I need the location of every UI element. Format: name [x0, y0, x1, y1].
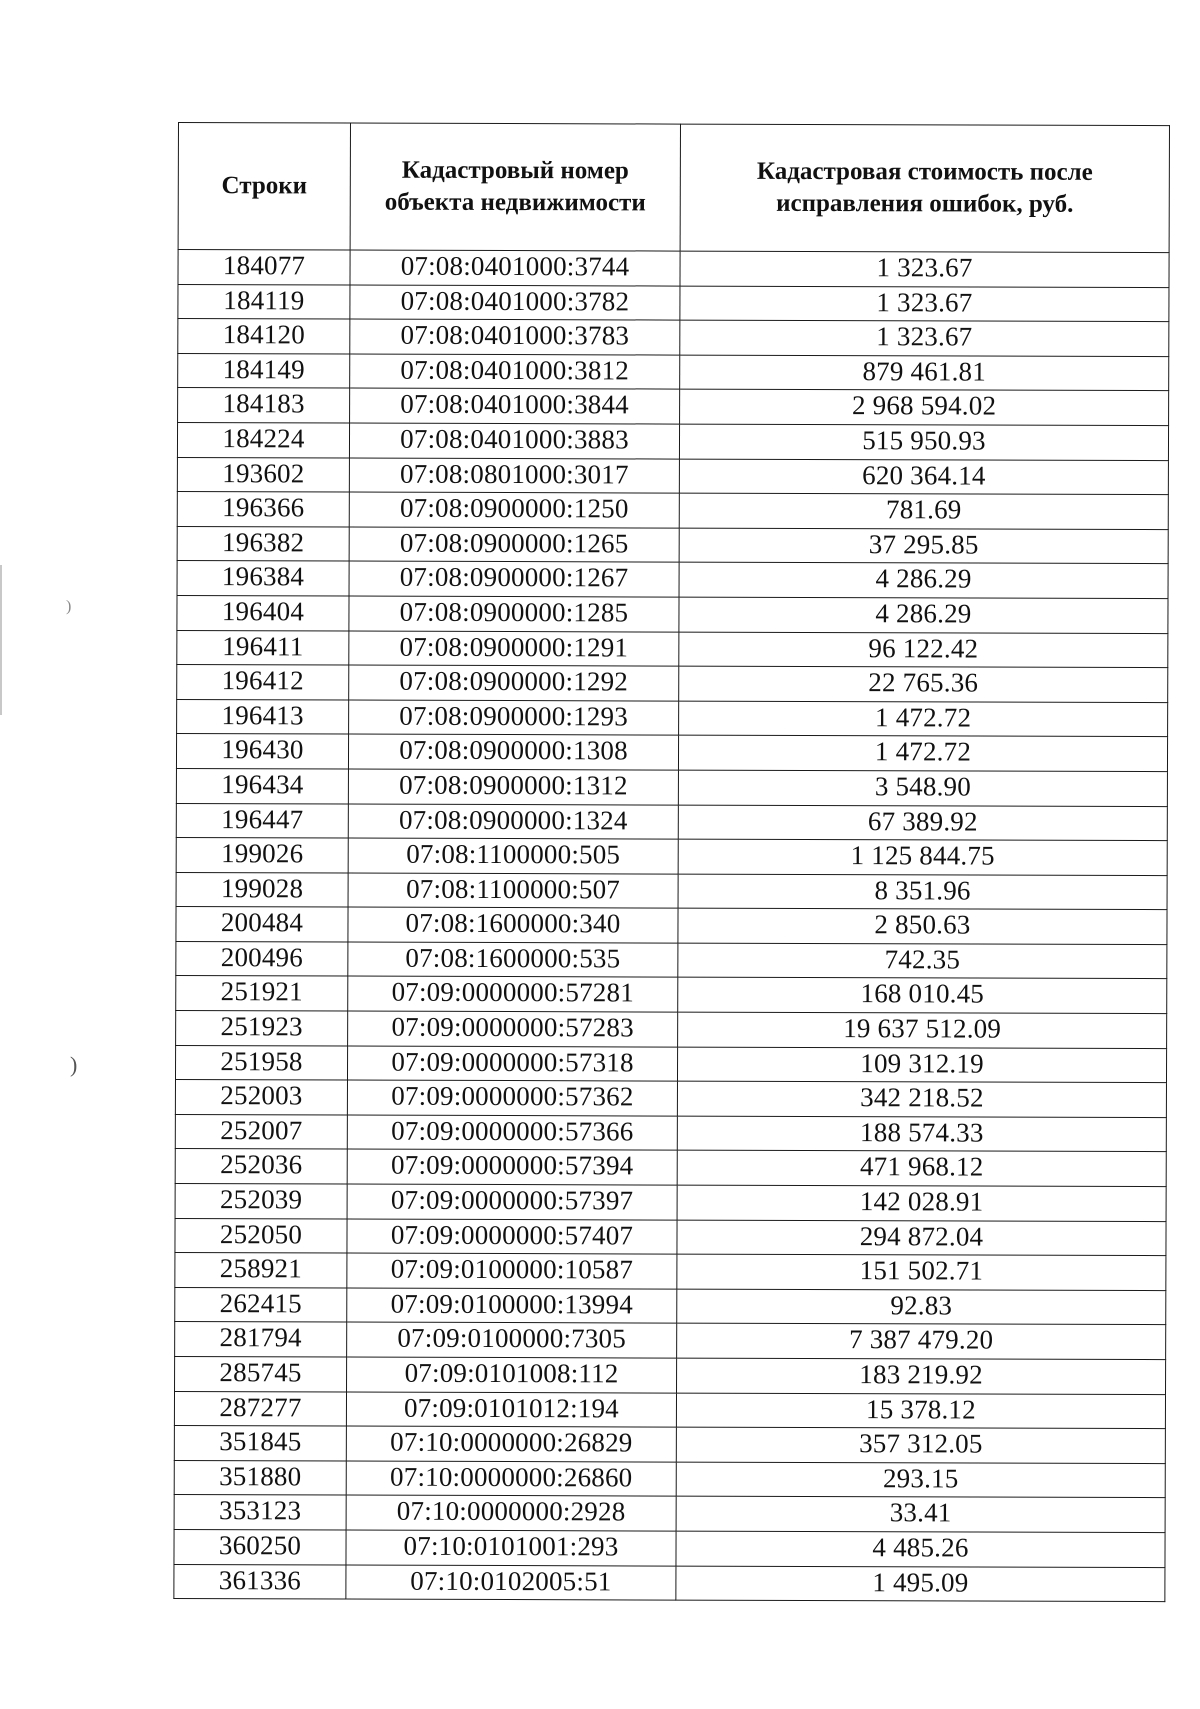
- row-number-cell: 196411: [177, 630, 349, 665]
- table-row: [174, 1460, 1165, 1498]
- cadastral-value-cell: 1 125 844.75: [678, 839, 1167, 875]
- cadastral-number-cell: 07:09:0100000:13994: [347, 1288, 677, 1324]
- cadastral-number-cell: 07:08:0900000:1292: [349, 665, 679, 701]
- cadastral-value-cell: 19 637 512.09: [678, 1012, 1167, 1048]
- row-number-cell: 252050: [175, 1218, 347, 1253]
- cadastral-number-cell: 07:08:1600000:535: [348, 942, 678, 978]
- table-row: [176, 734, 1167, 772]
- table-row: [174, 1564, 1165, 1602]
- row-number-cell: 360250: [174, 1529, 346, 1564]
- cadastral-number-cell: 07:09:0100000:7305: [347, 1322, 677, 1358]
- table-row: [178, 353, 1169, 391]
- cadastral-number-cell: 07:08:0900000:1312: [348, 769, 678, 805]
- table-row: [176, 1011, 1167, 1049]
- header-cadastral-value: [680, 124, 1169, 253]
- cadastral-number-cell: 07:09:0000000:57318: [347, 1046, 677, 1082]
- cadastral-value-cell: 1 323.67: [680, 251, 1169, 287]
- cadastral-value-cell: 342 218.52: [677, 1081, 1166, 1117]
- cadastral-value-cell: 294 872.04: [677, 1220, 1166, 1256]
- cadastral-value-cell: 151 502.71: [677, 1254, 1166, 1290]
- cadastral-number-cell: 07:08:0401000:3883: [349, 423, 679, 459]
- cadastral-value-cell: 8 351.96: [678, 874, 1167, 910]
- cadastral-value-cell: 7 387 479.20: [677, 1323, 1166, 1359]
- cadastral-value-cell: 620 364.14: [679, 459, 1168, 495]
- row-number-cell: 252003: [175, 1080, 347, 1115]
- cadastral-value-cell: 22 765.36: [679, 666, 1168, 702]
- table-row: [177, 422, 1168, 460]
- table-row: [177, 699, 1168, 737]
- row-number-cell: 251958: [175, 1045, 347, 1080]
- cadastral-value-cell: 4 286.29: [679, 597, 1168, 633]
- cadastral-value-cell: 142 028.91: [677, 1185, 1166, 1221]
- cadastral-number-cell: 07:09:0000000:57366: [347, 1115, 677, 1151]
- cadastral-value-cell: 1 495.09: [676, 1566, 1165, 1602]
- table-row: [175, 1149, 1166, 1187]
- row-number-cell: 252036: [175, 1149, 347, 1184]
- row-number-cell: 193602: [177, 457, 349, 492]
- cadastral-number-cell: 07:08:0401000:3744: [350, 250, 680, 286]
- cadastral-number-cell: 07:08:0900000:1291: [349, 631, 679, 667]
- row-number-cell: 199026: [176, 838, 348, 873]
- table-row: [178, 388, 1169, 426]
- cadastral-value-cell: 37 295.85: [679, 528, 1168, 564]
- cadastral-number-cell: 07:08:0401000:3812: [350, 354, 680, 390]
- row-number-cell: 200484: [176, 907, 348, 942]
- row-number-cell: 196366: [177, 492, 349, 527]
- row-number-cell: 196382: [177, 526, 349, 561]
- cadastral-value-cell: 781.69: [679, 493, 1168, 529]
- table-row: [177, 457, 1168, 495]
- cadastral-value-cell: 1 323.67: [680, 320, 1169, 356]
- table-row: [175, 1253, 1166, 1291]
- cadastral-value-cell: 293.15: [676, 1462, 1165, 1498]
- cadastral-value-cell: 109 312.19: [677, 1047, 1166, 1083]
- cadastral-value-cell: 1 472.72: [678, 735, 1167, 771]
- row-number-cell: 196404: [177, 595, 349, 630]
- cadastral-number-cell: 07:08:0900000:1265: [349, 527, 679, 563]
- row-number-cell: 196434: [176, 768, 348, 803]
- row-number-cell: 281794: [175, 1322, 347, 1357]
- table-row: [178, 319, 1169, 357]
- row-number-cell: 351845: [174, 1426, 346, 1461]
- cadastral-value-cell: 168 010.45: [678, 978, 1167, 1014]
- table-row: [175, 1287, 1166, 1325]
- cadastral-number-cell: 07:08:0401000:3844: [350, 388, 680, 424]
- table-row: [177, 630, 1168, 668]
- table-row: [176, 872, 1167, 910]
- cadastral-number-cell: 07:09:0000000:57283: [348, 1011, 678, 1047]
- cadastral-number-cell: 07:09:0000000:57281: [348, 977, 678, 1013]
- table-row: [177, 595, 1168, 633]
- cadastral-number-cell: 07:10:0000000:26829: [346, 1426, 676, 1462]
- cadastral-value-cell: 3 548.90: [678, 770, 1167, 806]
- row-number-cell: 200496: [176, 941, 348, 976]
- row-number-cell: 184224: [177, 422, 349, 457]
- table-row: [177, 526, 1168, 564]
- cadastral-value-cell: 1 323.67: [680, 286, 1169, 322]
- cadastral-value-cell: 2 850.63: [678, 908, 1167, 944]
- row-number-cell: 353123: [174, 1495, 346, 1530]
- row-number-cell: 252007: [175, 1114, 347, 1149]
- table-row: [177, 492, 1168, 530]
- row-number-cell: 251923: [176, 1011, 348, 1046]
- scan-edge-line: [0, 565, 2, 715]
- header-rows: [178, 123, 350, 251]
- row-number-cell: 252039: [175, 1184, 347, 1219]
- cadastral-number-cell: 07:08:1100000:505: [348, 838, 678, 874]
- table-row: [175, 1322, 1166, 1360]
- cadastral-number-cell: 07:10:0000000:2928: [346, 1495, 676, 1531]
- row-number-cell: 258921: [175, 1253, 347, 1288]
- cadastral-number-cell: 07:08:0900000:1250: [349, 492, 679, 528]
- cadastral-value-table: [173, 122, 1170, 1602]
- cadastral-number-cell: 07:08:0401000:3782: [350, 285, 680, 321]
- cadastral-number-cell: 07:09:0000000:57397: [347, 1184, 677, 1220]
- row-number-cell: 184183: [178, 388, 350, 423]
- table-row: [176, 941, 1167, 979]
- table-row: [174, 1426, 1165, 1464]
- cadastral-number-cell: 07:09:0100000:10587: [347, 1253, 677, 1289]
- cadastral-value-cell: 515 950.93: [679, 424, 1168, 460]
- table-body: [174, 250, 1169, 1602]
- table-row: [175, 1045, 1166, 1083]
- cadastral-value-cell: 2 968 594.02: [680, 389, 1169, 425]
- table-row: [175, 1114, 1166, 1152]
- cadastral-number-cell: 07:09:0101012:194: [346, 1392, 676, 1428]
- cadastral-number-cell: 07:08:0900000:1293: [349, 700, 679, 736]
- cadastral-value-cell: 879 461.81: [680, 355, 1169, 391]
- row-number-cell: 184119: [178, 284, 350, 319]
- row-number-cell: 196412: [177, 665, 349, 700]
- cadastral-value-cell: 15 378.12: [676, 1393, 1165, 1429]
- row-number-cell: 251921: [176, 976, 348, 1011]
- row-number-cell: 184149: [178, 353, 350, 388]
- table-row: [175, 1356, 1166, 1394]
- table-row: [174, 1495, 1165, 1533]
- cadastral-value-cell: 183 219.92: [677, 1358, 1166, 1394]
- table-row: [177, 665, 1168, 703]
- table-row: [175, 1184, 1166, 1222]
- cadastral-number-cell: 07:09:0000000:57407: [347, 1219, 677, 1255]
- row-number-cell: 196447: [176, 803, 348, 838]
- table-row: [176, 768, 1167, 806]
- table-row: [176, 976, 1167, 1014]
- table-row: [175, 1080, 1166, 1118]
- cadastral-value-cell: 67 389.92: [678, 805, 1167, 841]
- row-number-cell: 196413: [177, 699, 349, 734]
- cadastral-value-cell: 33.41: [676, 1496, 1165, 1532]
- margin-mark: ): [66, 598, 72, 615]
- table-row: [175, 1218, 1166, 1256]
- table-row: [178, 250, 1169, 288]
- cadastral-number-cell: 07:09:0000000:57362: [347, 1080, 677, 1116]
- cadastral-value-cell: 471 968.12: [677, 1151, 1166, 1187]
- header-cadastral-number: [350, 123, 680, 251]
- row-number-cell: 361336: [174, 1564, 346, 1599]
- table-row: [176, 803, 1167, 841]
- header-cadastral-value-line1: Кадастровая стоимость после: [756, 157, 1093, 186]
- table-row: [174, 1391, 1165, 1429]
- cadastral-number-cell: 07:08:0900000:1308: [348, 734, 678, 770]
- row-number-cell: 351880: [174, 1460, 346, 1495]
- cadastral-number-cell: 07:08:1600000:340: [348, 907, 678, 943]
- header-cadastral-number-line2: объекта недвижимости: [384, 188, 646, 217]
- row-number-cell: 262415: [175, 1287, 347, 1322]
- cadastral-value-cell: 4 485.26: [676, 1531, 1165, 1567]
- cadastral-value-cell: 4 286.29: [679, 562, 1168, 598]
- cadastral-number-cell: 07:09:0000000:57394: [347, 1149, 677, 1185]
- row-number-cell: 184120: [178, 319, 350, 354]
- table-row: [177, 561, 1168, 599]
- cadastral-number-cell: 07:10:0101001:293: [346, 1530, 676, 1566]
- row-number-cell: 199028: [176, 872, 348, 907]
- row-number-cell: 196430: [176, 734, 348, 769]
- cadastral-number-cell: 07:09:0101008:112: [347, 1357, 677, 1393]
- table-header-row: [178, 123, 1169, 253]
- row-number-cell: 184077: [178, 250, 350, 285]
- header-cadastral-value-line2: исправления ошибок, руб.: [776, 189, 1074, 218]
- cadastral-value-cell: 96 122.42: [679, 632, 1168, 668]
- cadastral-number-cell: 07:08:0900000:1285: [349, 596, 679, 632]
- cadastral-value-cell: 188 574.33: [677, 1116, 1166, 1152]
- header-cadastral-number-line1: Кадастровый номер: [401, 156, 629, 185]
- cadastral-number-cell: 07:08:1100000:507: [348, 873, 678, 909]
- table-row: [174, 1529, 1165, 1567]
- cadastral-number-cell: 07:08:0900000:1267: [349, 561, 679, 597]
- cadastral-number-cell: 07:08:0801000:3017: [349, 458, 679, 494]
- cadastral-value-cell: 357 312.05: [676, 1427, 1165, 1463]
- header-rows-label: Строки: [221, 172, 308, 200]
- cadastral-number-cell: 07:08:0900000:1324: [348, 804, 678, 840]
- cadastral-value-cell: 742.35: [678, 943, 1167, 979]
- cadastral-value-cell: 92.83: [677, 1289, 1166, 1325]
- margin-mark: ): [70, 1052, 78, 1077]
- table-row: [176, 838, 1167, 876]
- row-number-cell: 285745: [175, 1356, 347, 1391]
- row-number-cell: 196384: [177, 561, 349, 596]
- table-row: [178, 284, 1169, 322]
- row-number-cell: 287277: [174, 1391, 346, 1426]
- cadastral-number-cell: 07:10:0102005:51: [346, 1565, 676, 1601]
- cadastral-number-cell: 07:10:0000000:26860: [346, 1461, 676, 1497]
- table-row: [176, 907, 1167, 945]
- cadastral-value-cell: 1 472.72: [679, 701, 1168, 737]
- cadastral-number-cell: 07:08:0401000:3783: [350, 319, 680, 355]
